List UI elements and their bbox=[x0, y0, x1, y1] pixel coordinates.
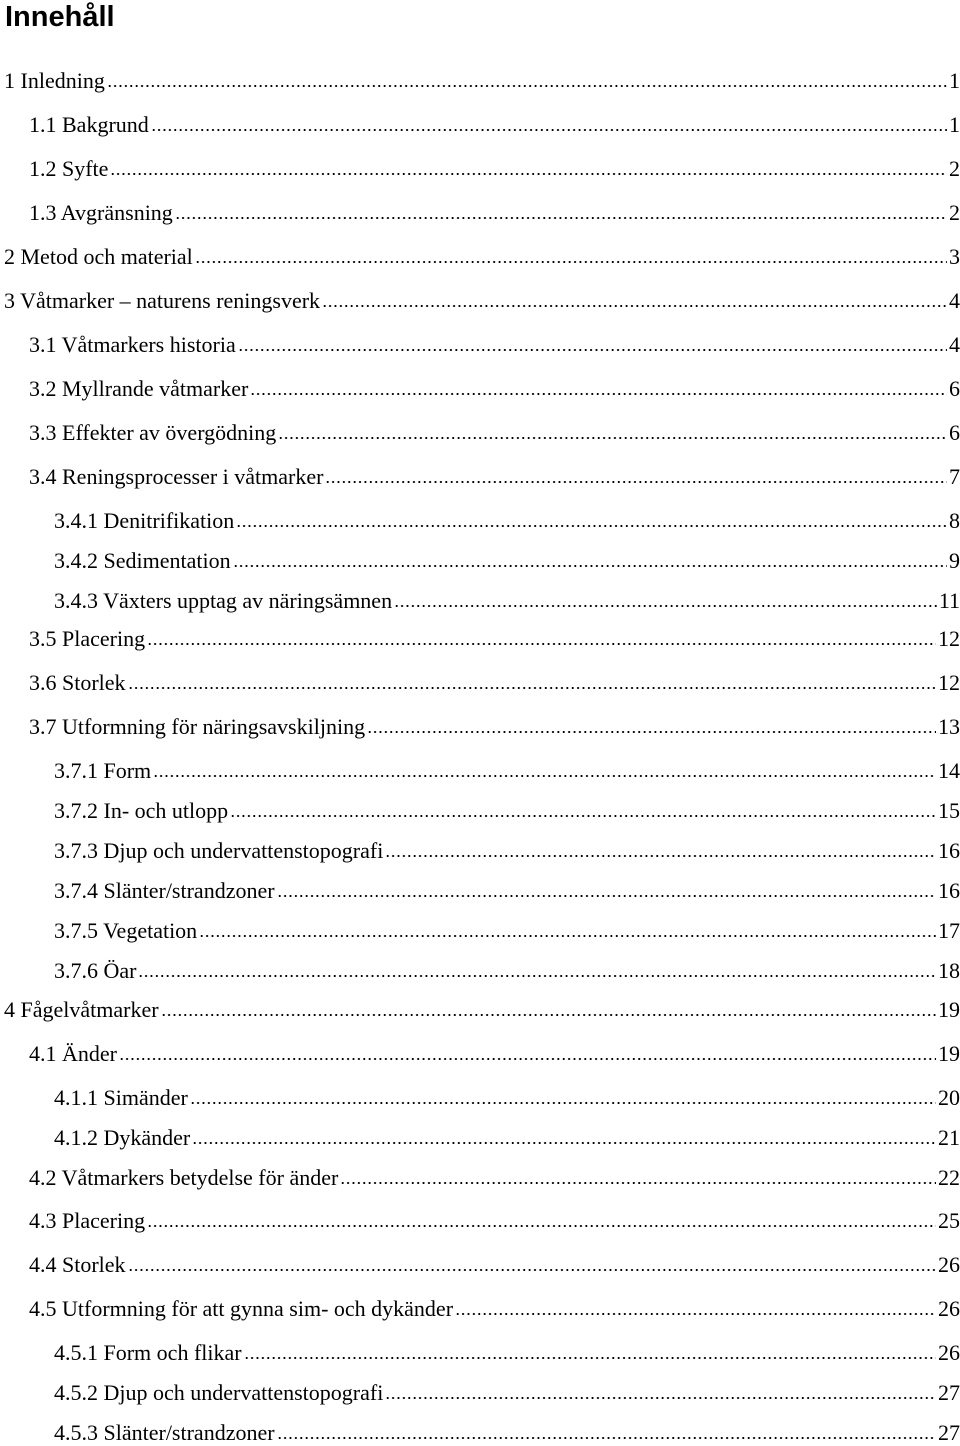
dot-leader bbox=[195, 260, 947, 264]
dot-leader bbox=[394, 604, 937, 608]
dot-leader bbox=[385, 1396, 936, 1400]
toc-entry-label: 4.3 Placering bbox=[29, 1208, 146, 1233]
toc-entry[interactable] bbox=[54, 878, 960, 904]
dot-leader bbox=[147, 1224, 936, 1228]
dot-leader bbox=[138, 974, 936, 978]
toc-entry-label: 3.7.1 Form bbox=[54, 758, 152, 783]
toc-entry-label: 4 Fågelvåtmarker bbox=[4, 997, 159, 1022]
toc-entry-page-number: 18 bbox=[938, 958, 960, 983]
toc-entry[interactable] bbox=[29, 376, 960, 402]
toc-entry-label: 4.5.1 Form och flikar bbox=[54, 1340, 242, 1365]
toc-entry-page-number: 8 bbox=[949, 508, 960, 533]
toc-entry-page-number: 25 bbox=[938, 1208, 960, 1233]
toc-entry[interactable] bbox=[54, 588, 960, 614]
toc-entry[interactable] bbox=[29, 200, 960, 226]
toc-entry-label: 3.7.6 Öar bbox=[54, 958, 137, 983]
toc-entry-label: 3.3 Effekter av övergödning bbox=[29, 420, 277, 445]
toc-entry-page-number: 17 bbox=[938, 918, 960, 943]
dot-leader bbox=[128, 686, 936, 690]
toc-entry-label: 4.1.1 Simänder bbox=[54, 1085, 188, 1110]
toc-entry-page-number: 20 bbox=[938, 1085, 960, 1110]
dot-leader bbox=[340, 1181, 936, 1185]
toc-entry[interactable] bbox=[54, 958, 960, 984]
toc-entry-label: 3.7.5 Vegetation bbox=[54, 918, 198, 943]
toc-entry-page-number: 6 bbox=[949, 420, 960, 445]
toc-entry-label: 4.4 Storlek bbox=[29, 1252, 126, 1277]
toc-entry[interactable] bbox=[54, 838, 960, 864]
dot-leader bbox=[322, 304, 947, 308]
dot-leader bbox=[119, 1057, 936, 1061]
toc-entry-label: 3.4.1 Denitrifikation bbox=[54, 508, 235, 533]
dot-leader bbox=[175, 216, 947, 220]
toc-entry-label: 4.1 Änder bbox=[29, 1041, 117, 1066]
toc-entry-page-number: 1 bbox=[949, 68, 960, 93]
dot-leader bbox=[161, 1013, 936, 1017]
toc-entry-label: 3.7 Utformning för näringsavskiljning bbox=[29, 714, 366, 739]
toc-entry-label: 3 Våtmarker – naturens reningsverk bbox=[4, 288, 321, 313]
toc-entry-page-number: 13 bbox=[938, 714, 960, 739]
toc-entry-label: 3.7.4 Slänter/strandzoner bbox=[54, 878, 275, 903]
toc-entry[interactable] bbox=[54, 1380, 960, 1406]
toc-entry-page-number: 12 bbox=[938, 670, 960, 695]
toc-entry-label: 3.1 Våtmarkers historia bbox=[29, 332, 236, 357]
toc-entry-page-number: 4 bbox=[949, 288, 960, 313]
toc-entry-label: 4.5.2 Djup och undervattenstopografi bbox=[54, 1380, 384, 1405]
dot-leader bbox=[277, 1436, 936, 1440]
toc-entry[interactable] bbox=[54, 798, 960, 824]
toc-entry[interactable] bbox=[29, 714, 960, 740]
toc-entry[interactable] bbox=[54, 1420, 960, 1446]
toc-entry[interactable] bbox=[54, 918, 960, 944]
dot-leader bbox=[244, 1356, 936, 1360]
toc-entry-label: 4.2 Våtmarkers betydelse för änder bbox=[29, 1165, 339, 1190]
dot-leader bbox=[236, 524, 947, 528]
toc-entry-page-number: 26 bbox=[938, 1252, 960, 1277]
toc-entry-label: 4.5 Utformning för att gynna sim- och dykänder bbox=[29, 1296, 454, 1321]
toc-entry-label: 1 Inledning bbox=[4, 68, 105, 93]
toc-entry[interactable] bbox=[29, 464, 960, 490]
toc-entry-page-number: 14 bbox=[938, 758, 960, 783]
toc-entry[interactable] bbox=[29, 1252, 960, 1278]
toc-entry-label: 1.2 Syfte bbox=[29, 156, 109, 181]
toc-entry[interactable] bbox=[54, 758, 960, 784]
toc-entry-page-number: 22 bbox=[938, 1165, 960, 1190]
toc-entry[interactable] bbox=[29, 1041, 960, 1067]
dot-leader bbox=[455, 1312, 936, 1316]
toc-entry-page-number: 12 bbox=[938, 626, 960, 651]
toc-entry-page-number: 21 bbox=[938, 1125, 960, 1150]
toc-entry-label: 3.7.2 In- och utlopp bbox=[54, 798, 229, 823]
toc-title: Innehåll bbox=[5, 1, 115, 33]
dot-leader bbox=[199, 934, 936, 938]
toc-entry-label: 1.1 Bakgrund bbox=[29, 112, 149, 137]
toc-entry-page-number: 3 bbox=[949, 244, 960, 269]
dot-leader bbox=[153, 774, 936, 778]
dot-leader bbox=[238, 348, 947, 352]
toc-entry-page-number: 19 bbox=[938, 997, 960, 1022]
toc-entry[interactable] bbox=[29, 420, 960, 446]
dot-leader bbox=[107, 84, 947, 88]
toc-entry-label: 2 Metod och material bbox=[4, 244, 193, 269]
toc-entry[interactable] bbox=[29, 626, 960, 652]
toc-entry[interactable] bbox=[4, 997, 960, 1023]
toc-entry[interactable] bbox=[54, 1125, 960, 1151]
toc-entry-label: 3.2 Myllrande våtmarker bbox=[29, 376, 249, 401]
toc-entry[interactable] bbox=[4, 244, 960, 270]
toc-entry[interactable] bbox=[54, 1085, 960, 1111]
dot-leader bbox=[192, 1141, 936, 1145]
toc-entry[interactable] bbox=[4, 68, 960, 94]
toc-entry[interactable] bbox=[29, 156, 960, 182]
toc-entry-label: 3.7.3 Djup och undervattenstopografi bbox=[54, 838, 384, 863]
toc-entry-label: 3.4.3 Växters upptag av näringsämnen bbox=[54, 588, 393, 613]
toc-entry-label: 3.4 Reningsprocesser i våtmarker bbox=[29, 464, 324, 489]
toc-entry-label: 4.1.2 Dykänder bbox=[54, 1125, 191, 1150]
toc-entry[interactable] bbox=[29, 1208, 960, 1234]
toc-entry-page-number: 1 bbox=[949, 112, 960, 137]
toc-entry[interactable] bbox=[29, 1296, 960, 1322]
toc-entry-label: 3.6 Storlek bbox=[29, 670, 126, 695]
toc-entry[interactable] bbox=[54, 548, 960, 574]
dot-leader bbox=[385, 854, 936, 858]
dot-leader bbox=[325, 480, 947, 484]
toc-entry[interactable] bbox=[54, 508, 960, 534]
dot-leader bbox=[278, 436, 947, 440]
toc-entry-page-number: 11 bbox=[938, 588, 960, 613]
dot-leader bbox=[250, 392, 947, 396]
toc-entry-page-number: 27 bbox=[938, 1420, 960, 1445]
dot-leader bbox=[151, 128, 947, 132]
toc-entry-page-number: 6 bbox=[949, 376, 960, 401]
dot-leader bbox=[230, 814, 936, 818]
dot-leader bbox=[147, 642, 936, 646]
dot-leader bbox=[277, 894, 936, 898]
toc-entry-page-number: 15 bbox=[938, 798, 960, 823]
toc-entry-page-number: 16 bbox=[938, 878, 960, 903]
toc-entry[interactable] bbox=[29, 332, 960, 358]
toc-entry-page-number: 16 bbox=[938, 838, 960, 863]
toc-entry-page-number: 2 bbox=[949, 156, 960, 181]
toc-entry-label: 4.5.3 Slänter/strandzoner bbox=[54, 1420, 275, 1445]
toc-entry-page-number: 19 bbox=[938, 1041, 960, 1066]
toc-entry-page-number: 7 bbox=[949, 464, 960, 489]
dot-leader bbox=[128, 1268, 936, 1272]
dot-leader bbox=[190, 1101, 936, 1105]
dot-leader bbox=[367, 730, 936, 734]
toc-entry-page-number: 2 bbox=[949, 200, 960, 225]
toc-entry[interactable] bbox=[4, 288, 960, 314]
toc-entry-page-number: 26 bbox=[938, 1340, 960, 1365]
toc-entry[interactable] bbox=[29, 112, 960, 138]
toc-entry-page-number: 27 bbox=[938, 1380, 960, 1405]
toc-entry-label: 3.4.2 Sedimentation bbox=[54, 548, 231, 573]
dot-leader bbox=[110, 172, 947, 176]
toc-entry[interactable] bbox=[29, 1165, 960, 1191]
dot-leader bbox=[233, 564, 947, 568]
toc-entry-page-number: 26 bbox=[938, 1296, 960, 1321]
toc-entry[interactable] bbox=[54, 1340, 960, 1366]
toc-entry-page-number: 4 bbox=[949, 332, 960, 357]
toc-entry-label: 1.3 Avgränsning bbox=[29, 200, 173, 225]
toc-entry[interactable] bbox=[29, 670, 960, 696]
toc-entry-page-number: 9 bbox=[949, 548, 960, 573]
toc-entry-label: 3.5 Placering bbox=[29, 626, 146, 651]
